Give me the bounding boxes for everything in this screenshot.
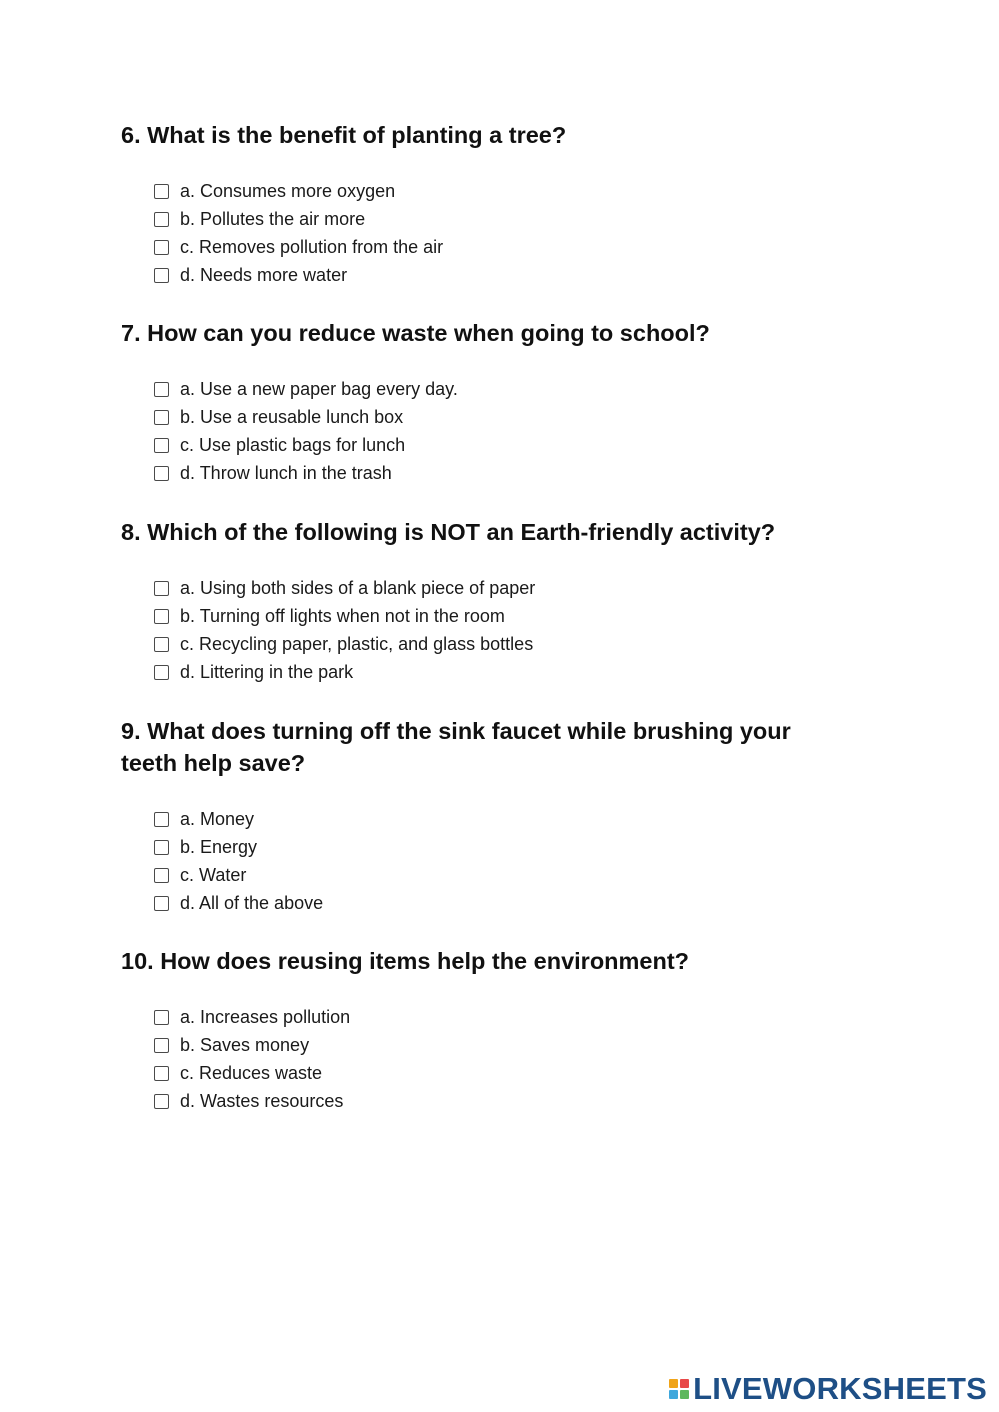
option-8b[interactable] — [154, 602, 535, 630]
option-7c[interactable] — [154, 431, 458, 459]
option-label: c. Recycling paper, plastic, and glass bottles — [180, 633, 534, 654]
checkbox-icon[interactable] — [154, 240, 169, 255]
checkbox-icon[interactable] — [154, 212, 169, 227]
question-6-options — [154, 177, 443, 290]
option-7d[interactable] — [154, 460, 458, 488]
question-10-options — [154, 1003, 350, 1116]
option-label: b. Energy — [180, 836, 258, 857]
option-9a[interactable] — [154, 805, 323, 833]
checkbox-icon[interactable] — [154, 840, 169, 855]
question-8-options — [154, 574, 535, 687]
question-6 — [121, 119, 841, 286]
liveworksheets-logo — [669, 1371, 987, 1407]
option-label: d. Needs more water — [180, 265, 348, 286]
option-7b[interactable] — [154, 403, 458, 431]
option-9d[interactable] — [154, 890, 323, 918]
liveworksheets-logo-icon — [669, 1379, 689, 1399]
checkbox-icon[interactable] — [154, 1066, 169, 1081]
checkbox-icon[interactable] — [154, 581, 169, 596]
checkbox-icon[interactable] — [154, 382, 169, 397]
checkbox-icon[interactable] — [154, 1038, 169, 1053]
option-label: a. Consumes more oxygen — [180, 180, 396, 201]
question-10-title: 10. How does reusing items help the environment? — [121, 948, 690, 974]
question-10 — [121, 945, 841, 1112]
option-label: b. Turning off lights when not in the room — [180, 605, 505, 626]
checkbox-icon[interactable] — [154, 466, 169, 481]
checkbox-icon[interactable] — [154, 637, 169, 652]
checkbox-icon[interactable] — [154, 1010, 169, 1025]
option-9b[interactable] — [154, 833, 323, 861]
option-7a[interactable] — [154, 375, 458, 403]
option-10d[interactable] — [154, 1088, 350, 1116]
option-label: b. Saves money — [180, 1034, 310, 1055]
checkbox-icon[interactable] — [154, 609, 169, 624]
option-label: a. Use a new paper bag every day. — [180, 378, 458, 399]
checkbox-icon[interactable] — [154, 438, 169, 453]
checkbox-icon[interactable] — [154, 896, 169, 911]
question-9 — [121, 715, 841, 914]
checkbox-icon[interactable] — [154, 868, 169, 883]
option-label: b. Use a reusable lunch box — [180, 406, 404, 427]
checkbox-icon[interactable] — [154, 410, 169, 425]
checkbox-icon[interactable] — [154, 665, 169, 680]
option-6c[interactable] — [154, 233, 443, 261]
question-9-title: 9. What does turning off the sink faucet while brushing your teeth help save? — [121, 718, 791, 776]
option-label: c. Use plastic bags for lunch — [180, 434, 406, 455]
checkbox-icon[interactable] — [154, 1094, 169, 1109]
option-8d[interactable] — [154, 659, 535, 687]
option-8a[interactable] — [154, 574, 535, 602]
option-label: c. Reduces waste — [180, 1062, 323, 1083]
option-label: a. Using both sides of a blank piece of paper — [180, 577, 536, 598]
checkbox-icon[interactable] — [154, 184, 169, 199]
option-label: a. Money — [180, 808, 255, 829]
question-7-title: 7. How can you reduce waste when going to school? — [121, 320, 710, 346]
option-label: d. All of the above — [180, 893, 324, 914]
option-6a[interactable] — [154, 177, 443, 205]
option-label: c. Removes pollution from the air — [180, 236, 444, 257]
question-7 — [121, 317, 841, 484]
brand-name: LIVEWORKSHEETS — [693, 1371, 987, 1406]
option-label: d. Throw lunch in the trash — [180, 463, 392, 484]
option-10b[interactable] — [154, 1031, 350, 1059]
option-label: b. Pollutes the air more — [180, 208, 366, 229]
option-10a[interactable] — [154, 1003, 350, 1031]
option-8c[interactable] — [154, 630, 535, 658]
option-label: d. Littering in the park — [180, 662, 354, 683]
option-10c[interactable] — [154, 1059, 350, 1087]
checkbox-icon[interactable] — [154, 268, 169, 283]
checkbox-icon[interactable] — [154, 812, 169, 827]
question-7-options — [154, 375, 458, 488]
question-8 — [121, 516, 841, 683]
option-label: c. Water — [180, 864, 247, 885]
option-label: d. Wastes resources — [180, 1091, 344, 1112]
question-8-title: 8. Which of the following is NOT an Earth-friendly activity? — [121, 519, 776, 545]
question-9-options — [154, 805, 323, 918]
question-6-title: 6. What is the benefit of planting a tree? — [121, 122, 567, 148]
option-label: a. Increases pollution — [180, 1006, 351, 1027]
option-6d[interactable] — [154, 262, 443, 290]
option-6b[interactable] — [154, 205, 443, 233]
option-9c[interactable] — [154, 861, 323, 889]
